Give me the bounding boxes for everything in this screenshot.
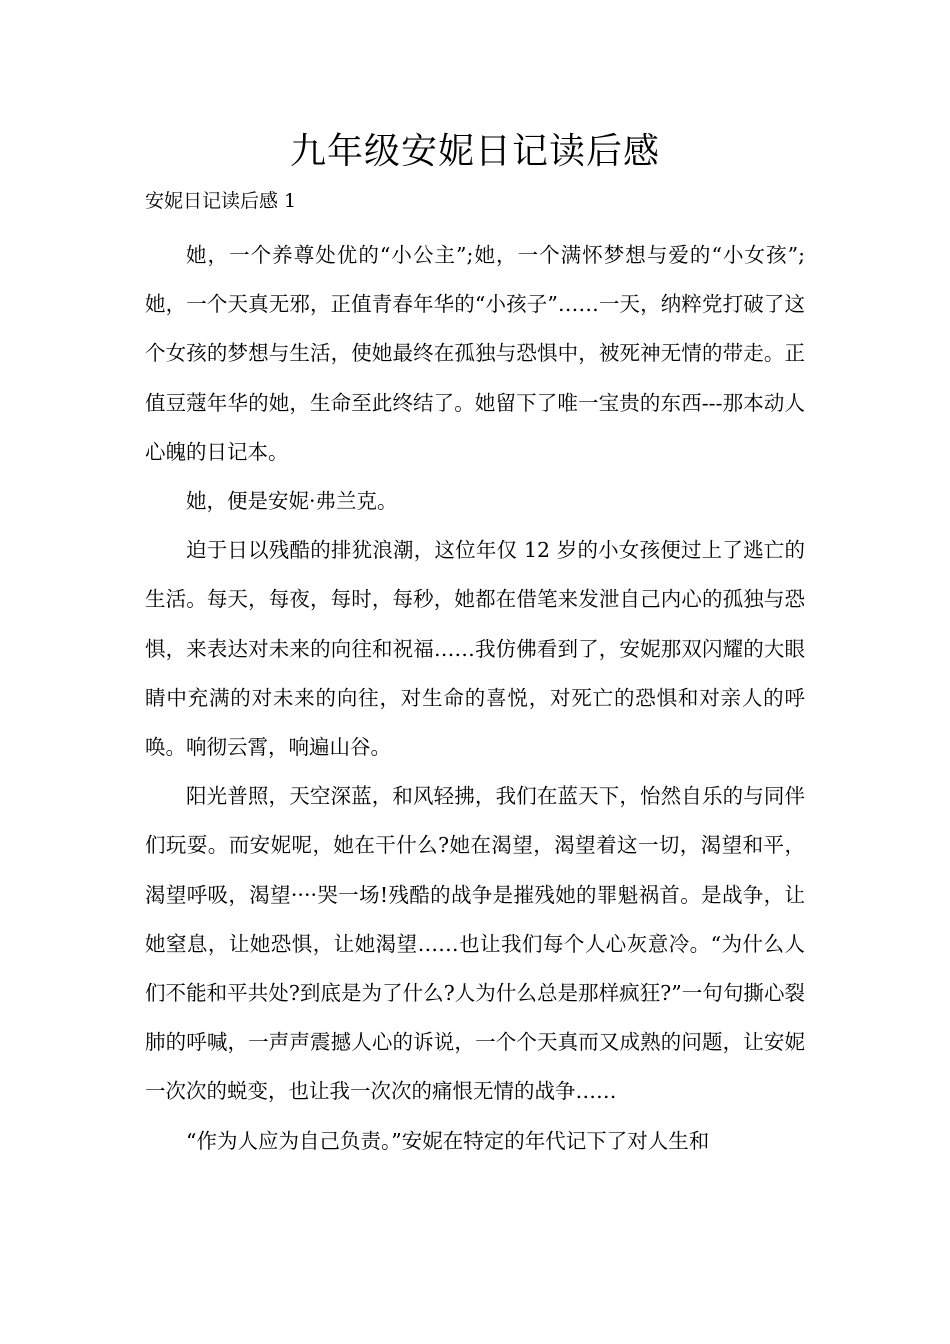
document-subtitle: 安妮日记读后感 1 [145,190,297,212]
document-title: 九年级安妮日记读后感 [289,131,660,172]
document-body [145,231,805,1166]
paragraph-3: 迫于日以残酷的排犹浪潮，这位年仅 12 岁的小女孩便过上了逃亡的生活。每天，每夜，每时，每秒，她都在借笔来发泄自己内心的孤独与恐惧，来表达对未来的向往和祝福……我仿佛看到了，安妮那双闪耀的大眼睛中充满的对未来的向往，对生命的喜悦，对死亡的恐惧和对亲人的呼唤。响彻云霄，响遍山谷。 [145,538,805,760]
paragraph-5: “作为人应为自己负责。”安妮在特定的年代记下了对人生和 [186,1128,710,1153]
paragraph-2: 她，便是安妮·弗兰克。 [186,489,398,514]
paragraph-4: 阳光普照，天空深蓝，和风轻拂，我们在蓝天下，怡然自乐的与同伴们玩耍。而安妮呢，她在干什么?她在渴望，渴望着这一切，渴望和平，渴望呼吸，渴望····哭一场!残酷的战争是摧残她的罪魁祸首。是战争，让她窒息，让她恐惧，让她渴望……也让我们每个人心灰意冷。“为什么人们不能和平共处?到底是为了什么?人为什么总是那样疯狂?”一句句撕心裂肺的呼喊，一声声震撼人心的诉说，一个个天真而又成熟的问题，让安妮一次次的蜕变，也让我一次次的痛恨无情的战争…… [145,784,805,1104]
paragraph-1: 她，一个养尊处优的“小公主”;她，一个满怀梦想与爱的“小女孩”;她，一个天真无邪，正值青春年华的“小孩子”……一天，纳粹党打破了这个女孩的梦想与生活，使她最终在孤独与恐惧中，被死神无情的带走。正值豆蔻年华的她，生命至此终结了。她留下了唯一宝贵的东西---那本动人心魄的日记本。 [145,243,805,464]
